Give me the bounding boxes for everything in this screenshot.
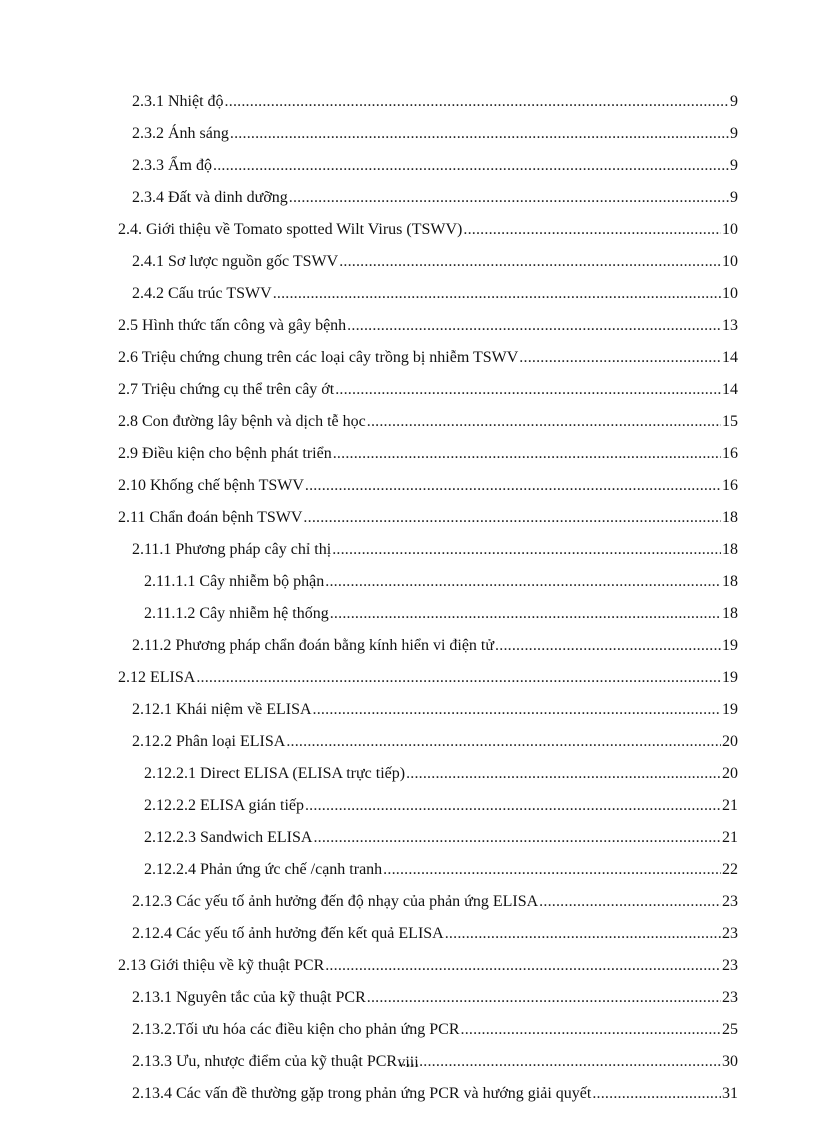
toc-entry[interactable]	[0, 732, 816, 764]
toc-dot-leader	[213, 156, 729, 176]
toc-entry[interactable]	[0, 796, 816, 828]
toc-entry[interactable]	[0, 188, 816, 220]
toc-entry-page: 10	[722, 285, 738, 302]
toc-entry[interactable]	[0, 956, 816, 988]
toc-entry-title: 2.12.2.1 Direct ELISA (ELISA trực tiếp)	[144, 765, 406, 782]
toc-entry[interactable]	[0, 700, 816, 732]
toc-dot-leader	[406, 764, 721, 784]
toc-entry[interactable]	[0, 348, 816, 380]
toc-entry-title: 2.11 Chẩn đoán bệnh TSWV	[118, 509, 303, 526]
toc-entry[interactable]	[0, 444, 816, 476]
toc-dot-leader	[313, 700, 721, 720]
toc-entry-page: 16	[722, 445, 738, 462]
toc-entry-title: 2.13 Giới thiệu về kỹ thuật PCR	[118, 957, 325, 974]
toc-dot-leader	[303, 508, 721, 528]
toc-entry[interactable]	[0, 572, 816, 604]
toc-entry[interactable]	[0, 508, 816, 540]
toc-entry[interactable]	[0, 284, 816, 316]
toc-entry-title: 2.7 Triệu chứng cụ thể trên cây ớt	[118, 381, 335, 398]
toc-dot-leader	[539, 892, 721, 912]
toc-entry-title: 2.13.1 Nguyên tắc của kỹ thuật PCR	[132, 989, 366, 1006]
toc-dot-leader	[463, 220, 721, 240]
toc-dot-leader	[273, 284, 721, 304]
table-of-contents	[0, 92, 816, 1116]
toc-entry[interactable]	[0, 380, 816, 412]
toc-entry-page: 18	[722, 509, 738, 526]
toc-dot-leader	[313, 828, 721, 848]
toc-entry[interactable]	[0, 92, 816, 124]
toc-entry[interactable]	[0, 668, 816, 700]
toc-entry-page: 21	[722, 797, 738, 814]
toc-entry-title: 2.12.2 Phân loại ELISA	[132, 733, 286, 750]
toc-entry-page: 20	[722, 765, 738, 782]
toc-entry-title: 2.11.1 Phương pháp cây chỉ thị	[132, 541, 332, 558]
toc-dot-leader	[592, 1084, 721, 1104]
toc-entry-page: 15	[722, 413, 738, 430]
toc-entry-page: 16	[722, 477, 738, 494]
toc-entry-title: 2.10 Khống chế bệnh TSWV	[118, 477, 304, 494]
toc-entry[interactable]	[0, 252, 816, 284]
toc-entry[interactable]	[0, 316, 816, 348]
toc-dot-leader	[230, 124, 729, 144]
toc-entry[interactable]	[0, 1020, 816, 1052]
toc-entry-title: 2.11.1.2 Cây nhiễm hệ thống	[144, 605, 329, 622]
toc-entry-title: 2.3.2 Ánh sáng	[132, 125, 229, 142]
toc-entry-page: 10	[722, 253, 738, 270]
toc-entry[interactable]	[0, 124, 816, 156]
toc-entry-page: 23	[722, 989, 738, 1006]
toc-entry-page: 23	[722, 957, 738, 974]
toc-entry[interactable]	[0, 988, 816, 1020]
toc-entry[interactable]	[0, 604, 816, 636]
toc-entry-page: 9	[730, 125, 738, 142]
toc-entry-page: 9	[730, 93, 738, 110]
toc-entry[interactable]	[0, 924, 816, 956]
toc-entry[interactable]	[0, 220, 816, 252]
page-number: viii	[397, 1054, 419, 1071]
toc-entry-title: 2.8 Con đường lây bệnh và dịch tễ học	[118, 413, 366, 430]
toc-dot-leader	[305, 796, 721, 816]
toc-dot-leader	[461, 1020, 721, 1040]
toc-entry-title: 2.11.1.1 Cây nhiễm bộ phận	[144, 573, 325, 590]
toc-entry[interactable]	[0, 860, 816, 892]
toc-entry-page: 18	[722, 573, 738, 590]
toc-entry-title: 2.12.2.4 Phản ứng ức chế /cạnh tranh	[144, 861, 383, 878]
toc-entry-title: 2.13.3 Ưu, nhược điểm của kỹ thuật PCR	[132, 1053, 398, 1070]
toc-entry-title: 2.4.2 Cấu trúc TSWV	[132, 285, 272, 302]
toc-entry[interactable]	[0, 412, 816, 444]
toc-dot-leader	[383, 860, 721, 880]
toc-entry-page: 13	[722, 317, 738, 334]
toc-entry[interactable]	[0, 892, 816, 924]
toc-entry-title: 2.4.1 Sơ lược nguồn gốc TSWV	[132, 253, 339, 270]
toc-dot-leader	[286, 732, 721, 752]
toc-entry-page: 18	[722, 541, 738, 558]
toc-dot-leader	[445, 924, 721, 944]
toc-entry[interactable]	[0, 476, 816, 508]
toc-entry[interactable]	[0, 764, 816, 796]
toc-entry-page: 30	[722, 1053, 738, 1070]
toc-entry-title: 2.12.2.2 ELISA gián tiếp	[144, 797, 304, 814]
toc-dot-leader	[289, 188, 729, 208]
toc-dot-leader	[330, 604, 721, 624]
toc-entry-page: 19	[722, 701, 738, 718]
toc-entry[interactable]	[0, 540, 816, 572]
toc-entry-page: 22	[722, 861, 738, 878]
toc-dot-leader	[495, 636, 721, 656]
toc-entry-page: 18	[722, 605, 738, 622]
toc-entry[interactable]	[0, 156, 816, 188]
toc-dot-leader	[305, 476, 721, 496]
toc-entry-page: 14	[722, 381, 738, 398]
toc-dot-leader	[325, 572, 721, 592]
toc-entry-title: 2.12.3 Các yếu tố ảnh hưởng đến độ nhạy của phản ứng ELISA	[132, 893, 539, 910]
toc-entry-page: 10	[722, 221, 738, 238]
toc-entry-title: 2.12.1 Khái niệm về ELISA	[132, 701, 312, 718]
toc-entry-title: 2.6 Triệu chứng chung trên các loại cây trồng bị nhiễm TSWV	[118, 349, 519, 366]
toc-entry[interactable]	[0, 828, 816, 860]
toc-dot-leader	[196, 668, 721, 688]
toc-entry-page: 9	[730, 189, 738, 206]
toc-dot-leader	[519, 348, 721, 368]
toc-entry-page: 31	[722, 1085, 738, 1102]
toc-entry-title: 2.5 Hình thức tấn công và gây bệnh	[118, 317, 347, 334]
toc-entry-page: 20	[722, 733, 738, 750]
toc-dot-leader	[225, 92, 729, 112]
toc-entry-title: 2.12.2.3 Sandwich ELISA	[144, 829, 313, 846]
toc-entry-page: 14	[722, 349, 738, 366]
toc-entry-title: 2.3.4 Đất và dinh dưỡng	[132, 189, 288, 206]
toc-entry-title: 2.4. Giới thiệu về Tomato spotted Wilt Virus (TSWV)	[118, 221, 463, 238]
toc-dot-leader	[339, 252, 721, 272]
toc-entry-page: 9	[730, 157, 738, 174]
toc-entry-page: 19	[722, 637, 738, 654]
toc-entry-page: 23	[722, 925, 738, 942]
toc-entry-page: 23	[722, 893, 738, 910]
toc-entry-title: 2.12.4 Các yếu tố ảnh hưởng đến kết quả ELISA	[132, 925, 444, 942]
toc-entry-title: 2.11.2 Phương pháp chẩn đoán bằng kính hiển vi điện tử	[132, 637, 495, 654]
toc-entry[interactable]	[0, 636, 816, 668]
toc-dot-leader	[367, 412, 721, 432]
toc-entry-title: 2.13.2.Tối ưu hóa các điều kiện cho phản ứng PCR	[132, 1021, 460, 1038]
toc-dot-leader	[347, 316, 721, 336]
toc-entry-page: 21	[722, 829, 738, 846]
toc-entry-title: 2.3.1 Nhiệt độ	[132, 93, 224, 110]
toc-entry[interactable]	[0, 1084, 816, 1116]
toc-entry-title: 2.3.3 Ẩm độ	[132, 157, 212, 174]
toc-entry-title: 2.9 Điều kiện cho bệnh phát triển	[118, 445, 332, 462]
toc-entry-page: 19	[722, 669, 738, 686]
toc-entry-title: 2.13.4 Các vấn đề thường gặp trong phản ứng PCR và hướng giải quyết	[132, 1085, 592, 1102]
toc-dot-leader	[367, 988, 721, 1008]
toc-dot-leader	[332, 540, 721, 560]
toc-dot-leader	[325, 956, 721, 976]
toc-entry-page: 25	[722, 1021, 738, 1038]
toc-entry-title: 2.12 ELISA	[118, 669, 196, 686]
toc-dot-leader	[335, 380, 721, 400]
toc-dot-leader	[333, 444, 721, 464]
